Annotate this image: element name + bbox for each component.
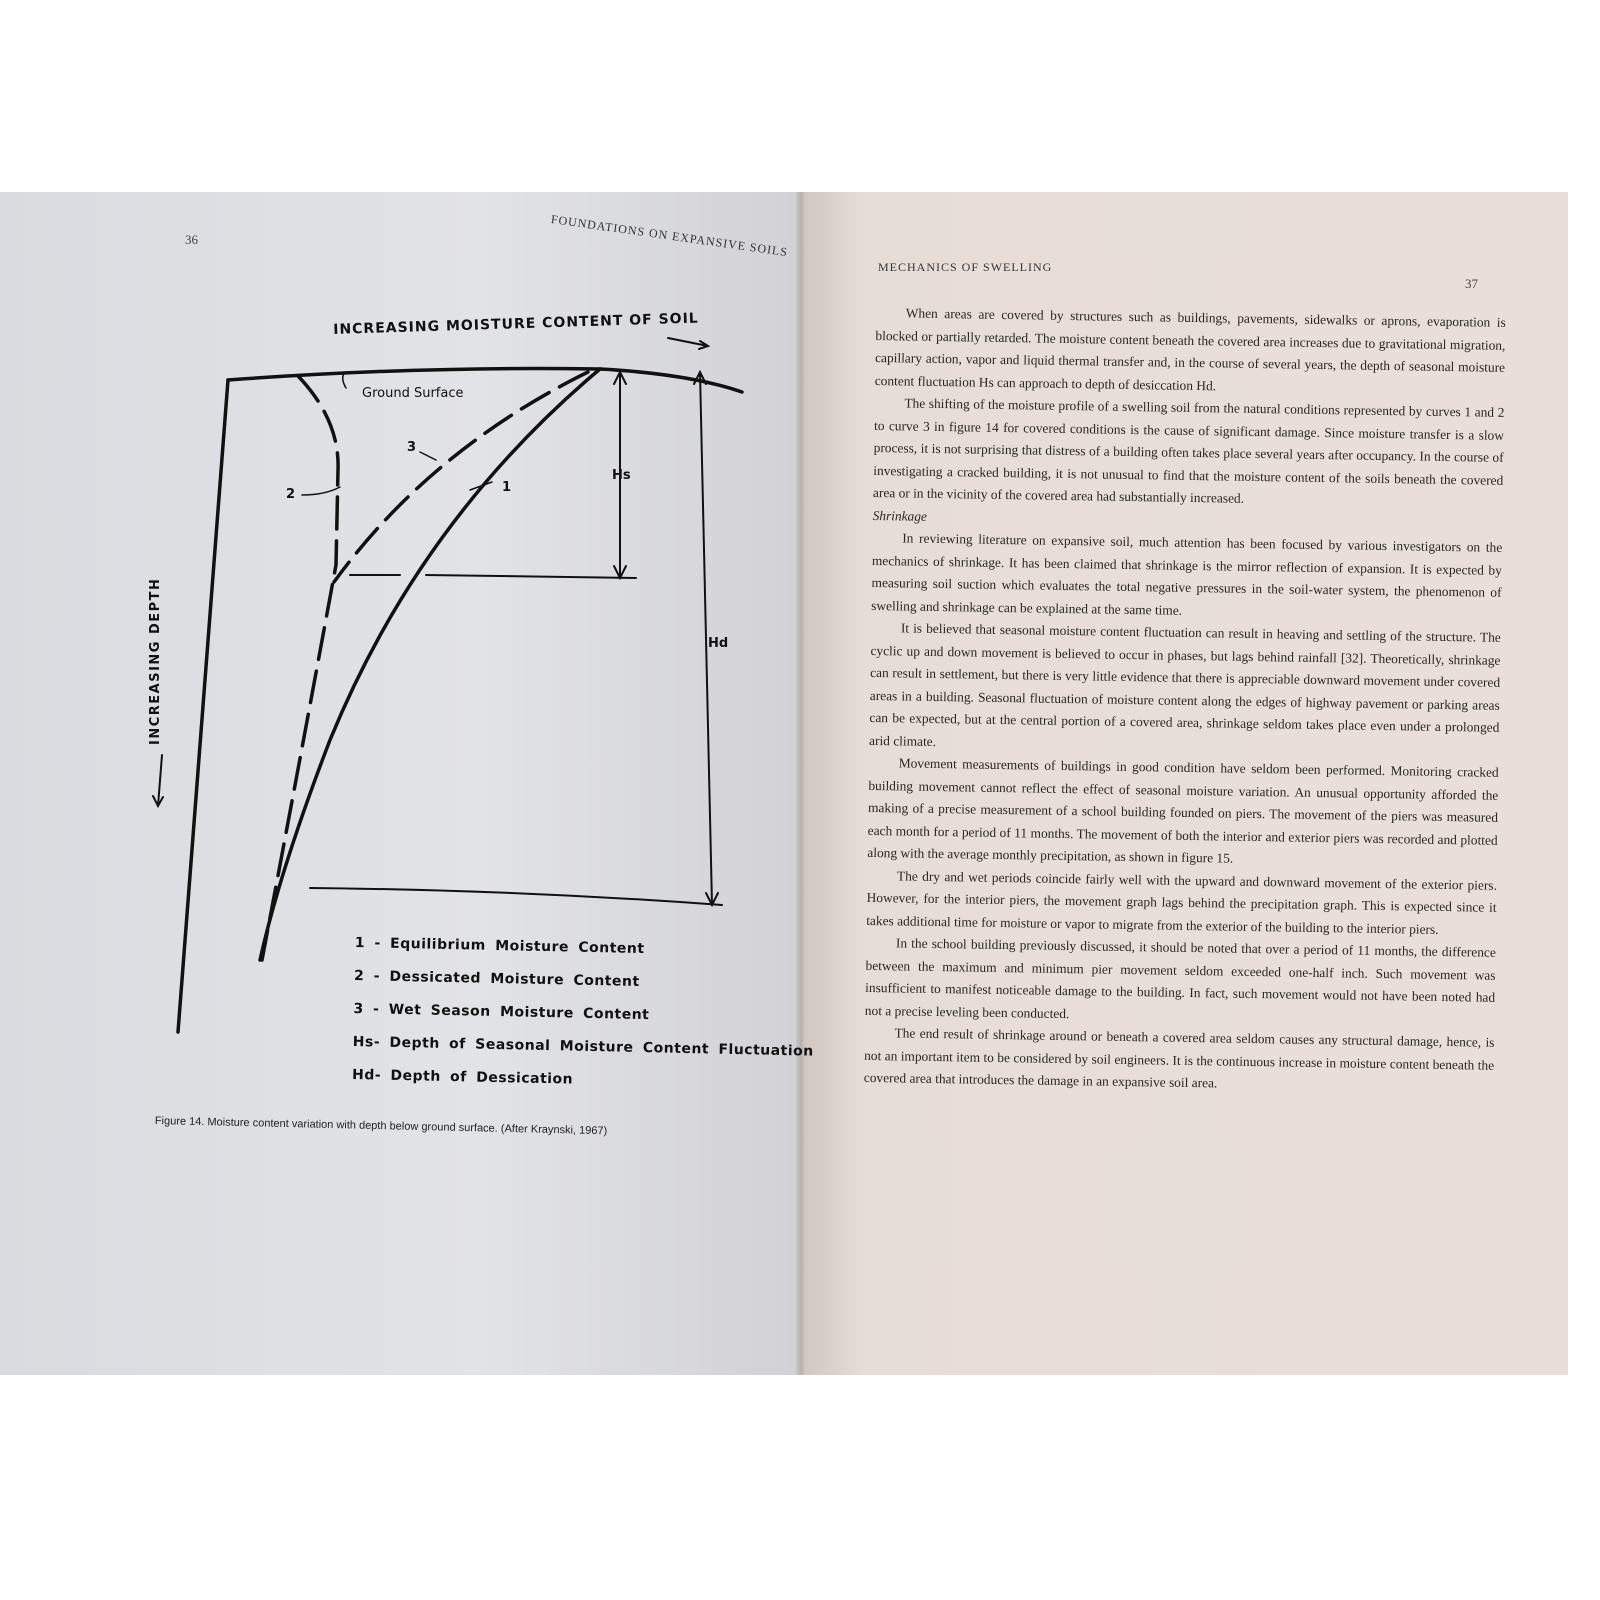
hs-depth-line (350, 575, 636, 578)
x-axis-arrow (668, 338, 708, 349)
figure-legend (352, 935, 816, 1110)
paragraph: The end result of shrinkage around or beneath a covered area seldom causes any structural damage, hence, is not an important item to be considered by soil engineers. It is the continuous increase in moisture content beneath the covered area that introduces the damage in an expansive soil area. (863, 1025, 1495, 1091)
y-axis-label: INCREASING DEPTH (148, 577, 163, 745)
hd-label: Hd (708, 636, 729, 651)
curve-1-label: 1 (502, 480, 512, 495)
legend-item: 1 - Equilibrium Moisture Content (354, 935, 645, 958)
curve-2-dessicated (262, 376, 338, 960)
depth-axis-line (178, 380, 228, 1032)
paragraph: The dry and wet periods coincide fairly well with the upward and downward movement of the exterior piers. However, for the interior piers, the movement graph lags behind the precipitation graph. This is expected since it takes additional time for moisture or vapor to migrate from the exterior of the building to the interior piers. (866, 867, 1498, 937)
curve-3-label: 3 (407, 440, 417, 455)
figure-caption: Figure 14. Moisture content variation with depth below ground surface. (After Kraynski, 1967) (154, 1115, 608, 1138)
legend-item: Hd- Depth of Dessication (351, 1066, 574, 1088)
paragraph: Movement measurements of buildings in good condition have seldom been performed. Monitoring cracked building movement cannot reflect the effect of seasonal moisture variation. An unusual opportunity afforded the making of a precise measurement of a school building founded on piers. The movement of the piers was measured each month for a period of 11 months. The movement of both the interior and exterior piers was recorded and plotted along with the average monthly precipitation, as shown in figure 15. (867, 755, 1499, 866)
running-head-right: MECHANICS OF SWELLING (878, 260, 1053, 274)
paragraph: It is believed that seasonal moisture content fluctuation can result in heaving and settling of the structure. The cyclic up and down movement is believed to occur in phases, but lags behind rainfall [32]. Theoretically, shrinkage can result in settlement, but there is very little evidence that there is appreciable downward movement under covered areas in a building. Seasonal fluctuation of moisture content along the edges of highway pavement or parking areas can be expected, but at the central portion of a covered area, shrinkage seldom takes place even under a prolonged arid climate. (869, 620, 1501, 749)
curve-3-wet-season (334, 372, 588, 582)
paragraph: When areas are covered by structures such as buildings, pavements, sidewalks or aprons, evaporation is blocked or partially retarded. The moisture content beneath the covered area increases due to gravitational migration, capillary action, vapor and liquid thermal transfer and, in the course of several years, the depth of seasonal moisture content fluctuation Hs can approach to depth of desiccation Hd. (874, 305, 1506, 393)
x-axis-label: INCREASING MOISTURE CONTENT OF SOIL (333, 310, 699, 338)
legend-item: Hs- Depth of Seasonal Moisture Content Fluctuation (352, 1033, 814, 1060)
legend-item: 3 - Wet Season Moisture Content (353, 1000, 650, 1024)
y-axis-arrow (153, 755, 163, 806)
ground-surface-line (228, 368, 742, 392)
paragraph: In reviewing literature on expansive soil, much attention has been focused by various investigators on the mechanics of shrinkage. It has been claimed that shrinkage is the mirror reflection of expansion. It is expected by measuring soil suction which evaluates the total negative pressures in the soil-water system, the phenomenon of swelling and shrinkage can be explained at the same time. (871, 530, 1503, 618)
legend-item: 2 - Dessicated Moisture Content (353, 967, 640, 990)
page-number-left: 36 (185, 232, 198, 247)
right-page-body (864, 302, 1506, 1099)
section-heading-shrinkage: Shrinkage (872, 507, 928, 524)
curve-2-label: 2 (286, 487, 296, 502)
ground-surface-label: Ground Surface (362, 386, 464, 401)
curve-2-leader (302, 487, 340, 495)
hd-depth-line (310, 888, 722, 905)
curve-3-leader (420, 452, 436, 460)
paragraph: In the school building previously discussed, it should be noted that over a period of 11 months, the difference between the maximum and minimum pier movement seldom exceeded one-half inch. Such movement was insufficient to manifest noticeable damage to the building. In fact, such movement would not have been noted had not a precise leveling been conducted. (864, 935, 1496, 1021)
running-head-left: FOUNDATIONS ON EXPANSIVE SOILS (550, 212, 789, 260)
hs-label: Hs (612, 468, 631, 483)
paragraph: The shifting of the moisture profile of a swelling soil from the natural conditions represented by curves 1 and 2 to curve 3 in figure 14 for covered conditions is the cause of significant damage. Since moisture transfer is a slow process, it is not surprising that distress of a building often takes place several years after occupancy. In the course of investigating a cracked building, it is not unusual to find that the moisture content of the soils beneath the covered area or in the vicinity of the covered area had substantially increased. (872, 395, 1505, 506)
page-number-right: 37 (1465, 276, 1478, 291)
